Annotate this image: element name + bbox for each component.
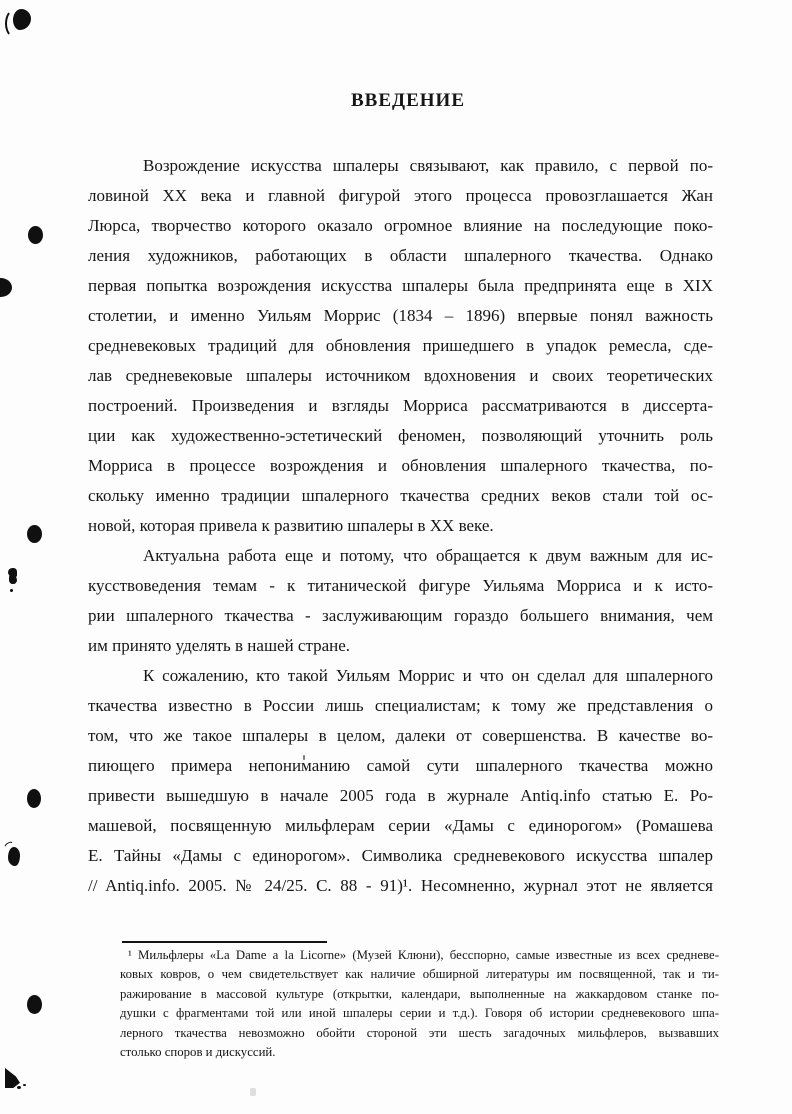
footnote-separator <box>122 941 327 943</box>
binder-hole-3 <box>27 789 41 808</box>
body-line: построений. Произведения и взгляды Морриса рассматриваются в диссерта- <box>88 396 713 415</box>
body-line: Е. Тайны «Дамы с единорогом». Символика средневекового искусства шпалер <box>88 846 713 865</box>
scan-speck-2 <box>23 1084 26 1086</box>
body-line: Морриса в процессе возрождения и обновления шпалерного ткачества, по- <box>88 456 713 475</box>
body-line: Люрса, творчество которого оказало огромное влияние на последующие поко- <box>88 216 713 235</box>
body-line: средневековых традиций для обновления пришедшего в упадок ремесла, сде- <box>88 336 713 355</box>
scan-smudge-bottom-left <box>5 1068 20 1088</box>
body-line: ления художников, работающих в области шпалерного ткачества. Однако <box>88 246 713 265</box>
binder-hole-1 <box>28 226 43 244</box>
body-line: первая попытка возрождения искусства шпалеры была предпринята еще в XIX <box>88 276 713 295</box>
scan-speck-1 <box>17 1086 21 1089</box>
binder-hole-4 <box>27 995 42 1014</box>
footnote-line: ковых ковров, о чем свидетельствует как наличие обширной литературы им посвященной, так и ти- <box>120 967 719 982</box>
body-line: рии шпалерного ткачества - заслуживающим гораздо большего внимания, чем <box>88 606 713 625</box>
body-line: ловиной XX века и главной фигурой этого процесса провозглашается Жан <box>88 186 713 205</box>
footnote <box>120 946 719 1062</box>
scan-half-disc-mark <box>0 278 12 297</box>
footnote-line: столько споров и дискуссий. <box>120 1044 276 1059</box>
body-line: кусствоведения темам - к титанической фигуре Уильяма Морриса и к исто- <box>88 576 713 595</box>
body-line: Возрождение искусства шпалеры связывают, как правило, с первой по- <box>143 156 713 175</box>
body-line: новой, которая привела к развитию шпалеры в XX веке. <box>88 516 494 535</box>
scan-speck-4 <box>250 1088 256 1096</box>
body-line: Актуальна работа еще и потому, что обращается к двум важным для ис- <box>143 546 713 565</box>
body-line: // Antiq.info. 2005. № 24/25. С. 88 - 91)¹. Несомненно, журнал этот не является <box>88 876 713 895</box>
footnote-line: ¹ Мильфлеры «La Dame a la Licorne» (Музей Клюни), бесспорно, самые известные из всех средневе- <box>128 948 719 962</box>
body-line: им принято уделять в нашей стране. <box>88 636 351 655</box>
body-text <box>88 151 713 901</box>
body-line: К сожалению, кто такой Уильям Моррис и что он сделал для шпалерного <box>143 666 713 685</box>
binder-hole-2 <box>27 525 42 543</box>
body-line: ции как художественно-эстетический феномен, позволяющий уточнить роль <box>88 426 713 445</box>
body-line: привести вышедшую в начале 2005 года в журнале Antiq.info статью Е. Ро- <box>88 786 713 805</box>
page-title: ВВЕДЕНИЕ <box>351 90 465 111</box>
body-line: том, что же такое шпалеры в целом, далеки от совершенства. В качестве во- <box>88 726 713 745</box>
body-line: лав средневековые шпалеры источником вдохновения и своих теоретических <box>88 366 713 385</box>
scan-crescent-top-left <box>5 9 24 38</box>
body-line: столетии, и именно Уильям Моррис (1834 – 1896) впервые понял важность <box>88 306 713 325</box>
body-line: скольку именно традиции шпалерного ткачества средних веков стали той ос- <box>88 486 713 505</box>
footnote-line: ражирование в массовой культуре (открытки, календари, выполненные на жаккардовом станке по- <box>120 986 719 1001</box>
body-line: пиющего примера непониманию самой сути шпалерного ткачества можно <box>88 756 713 775</box>
body-line: машевой, посвященную мильфлерам серии «Дамы с единорогом» (Ромашева <box>88 816 713 835</box>
footnote-line: лерного ткачества невозможно обойти стороной эти шесть загадочных мильфлеров, вызвавших <box>120 1025 719 1040</box>
footnote-line: душки с фрагментами той или иной шпалеры серии и т.д.). Говоря об истории средневекового шпа- <box>120 1006 719 1021</box>
body-line: ткачества известно в России лишь специалистам; к тому же представления о <box>88 696 713 715</box>
scan-hook-dot <box>10 589 13 592</box>
scan-hook-mark-lower <box>9 575 17 584</box>
